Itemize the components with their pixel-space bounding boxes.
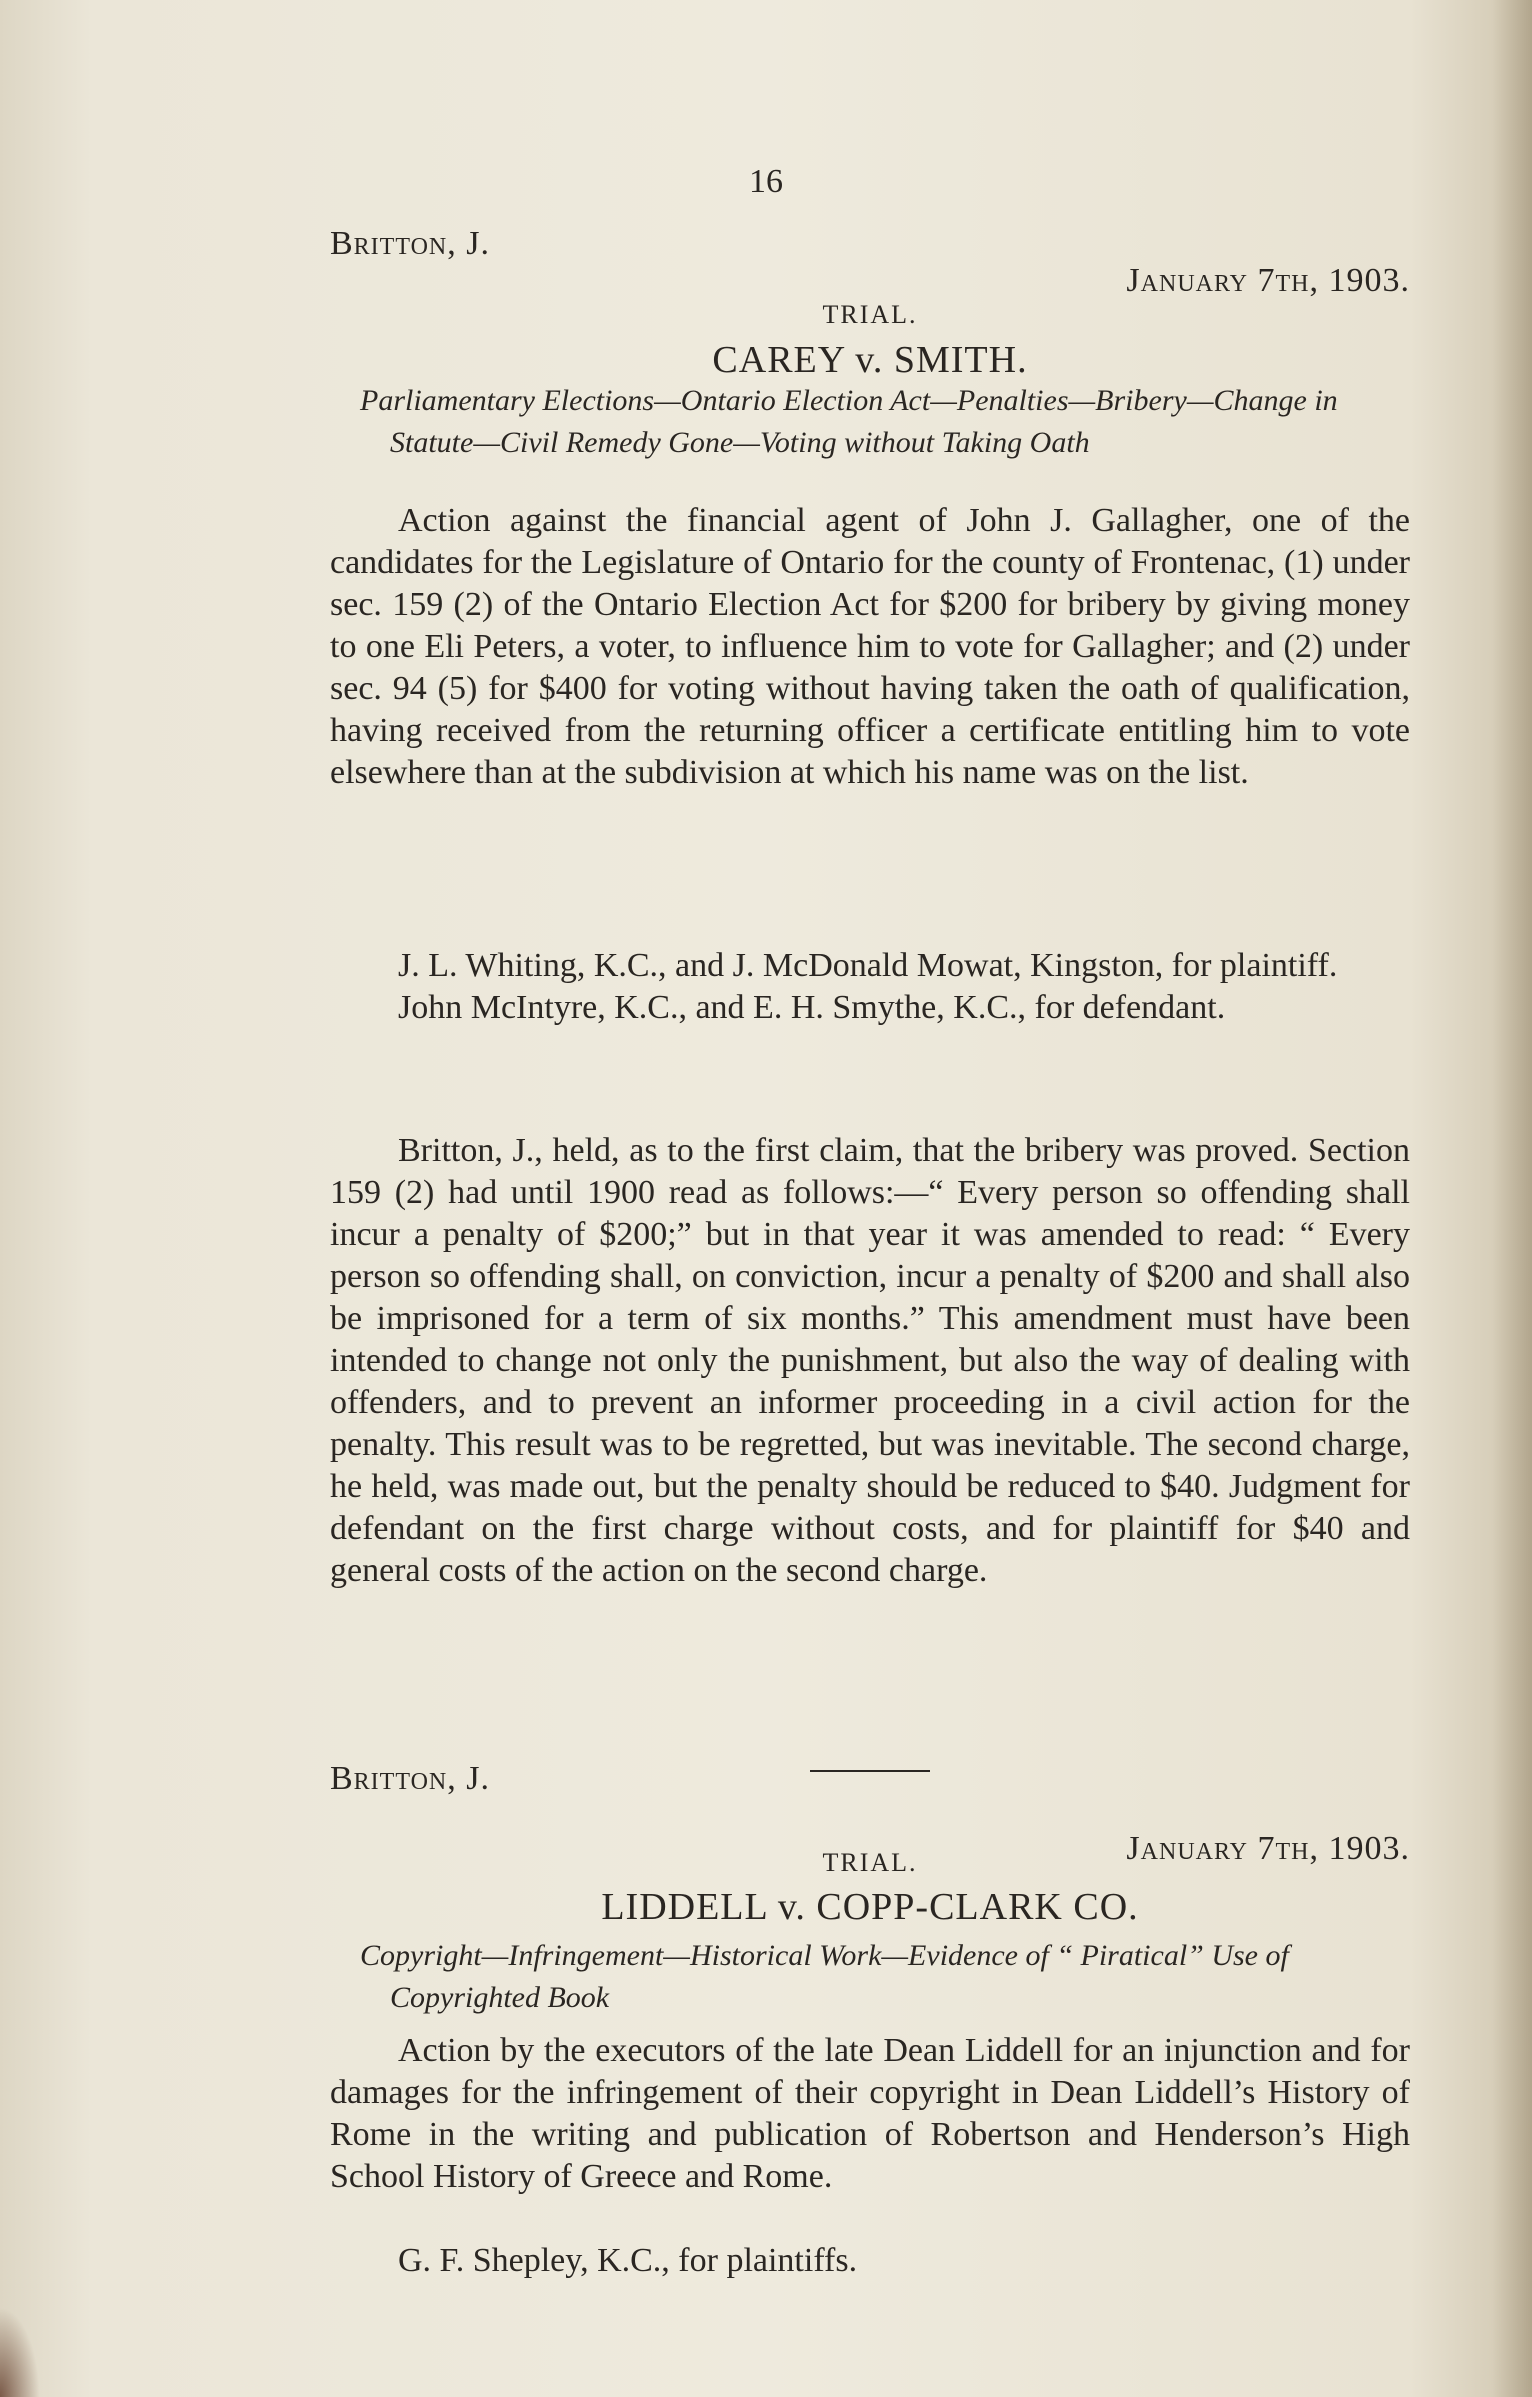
case-1-headnote — [330, 380, 1410, 464]
case-1-judgment — [330, 1130, 1410, 1592]
page-edge-shadow — [1492, 0, 1532, 2397]
case-date: January 7th, 1903. — [1126, 262, 1410, 299]
trial-label: TRIAL. — [822, 300, 918, 329]
case-2-counsel — [330, 2240, 1410, 2282]
corner-shadow — [0, 2307, 40, 2397]
case-1-date-row — [330, 262, 1410, 300]
case-1-trial — [330, 300, 1410, 330]
case-1-title — [330, 338, 1410, 382]
judge-name: Britton, J. — [330, 225, 490, 262]
case-2-body — [330, 2030, 1410, 2198]
summary-paragraph: Action against the financial agent of John J. Gallagher, one of the candidates for the Legislature of Ontario for the county of Frontenac, (1) under sec. 159 (2) of the Ontario Election Act for $200 for bribery by giving money to one Eli Peters, a voter, to influence him to vote for Gallagher; and (2) under sec. 94 (5) for $400 for voting without having taken the oath of qualification, having received from the returning officer a certificate entitling him to vote elsewhere than at the subdivision at which his name was on the list. — [330, 502, 1410, 791]
trial-label: TRIAL. — [822, 1848, 918, 1877]
case-2-judge — [330, 1760, 1410, 1798]
case-2-headnote — [330, 1935, 1410, 2019]
counsel-defendant: John McIntyre, K.C., and E. H. Smythe, K.C., for defendant. — [398, 989, 1226, 1026]
case-2-trial — [330, 1848, 1410, 1878]
counsel-plaintiff: J. L. Whiting, K.C., and J. McDonald Mowat, Kingston, for plaintiff. — [398, 947, 1338, 984]
case-2-title — [330, 1885, 1410, 1929]
headnote: Parliamentary Elections—Ontario Election Act—Penalties—Bribery—Change in Statute—Civil Remedy Gone—Voting without Taking Oath — [360, 384, 1338, 459]
case-1-judge — [330, 225, 1410, 263]
headnote: Copyright—Infringement—Historical Work—Evidence of “ Piratical” Use of Copyrighted Book — [360, 1939, 1289, 2014]
case-date: January 7th, 1903. — [1126, 1830, 1410, 1867]
page-number: 16 — [749, 163, 783, 200]
case-title: LIDDELL v. COPP-CLARK CO. — [601, 1886, 1139, 1928]
summary-paragraph: Action by the executors of the late Dean Liddell for an injunction and for damages for the infringement of their copyright in Dean Liddell’s History of Rome in the writing and publication of Robertson and Henderson’s High School History of Greece and Rome. — [330, 2032, 1410, 2195]
judgment-paragraph: Britton, J., held, as to the first claim, that the bribery was proved. Section 159 (2) had until 1900 read as follows:—“ Every person so offending shall incur a penalty of $200;” but in that year it was amended to read: “ Every person so offending shall, on conviction, incur a penalty of $200 and shall also be imprisoned for a term of six months.” This amendment must have been intended to change not only the punishment, but also the way of dealing with offenders, and to prevent an informer proceeding in a civil action for the penalty. This result was to be regretted, but was inevitable. The second charge, he held, was made out, but the penalty should be reduced to $40. Judgment for defendant on the first charge without costs, and for plaintiff for $40 and general costs of the action on the second charge. — [330, 1132, 1410, 1589]
case-title: CAREY v. SMITH. — [712, 339, 1028, 381]
case-1-counsel — [330, 945, 1410, 1029]
counsel-plaintiff: G. F. Shepley, K.C., for plaintiffs. — [398, 2242, 858, 2279]
case-1-body — [330, 500, 1410, 794]
judge-name: Britton, J. — [330, 1760, 490, 1797]
